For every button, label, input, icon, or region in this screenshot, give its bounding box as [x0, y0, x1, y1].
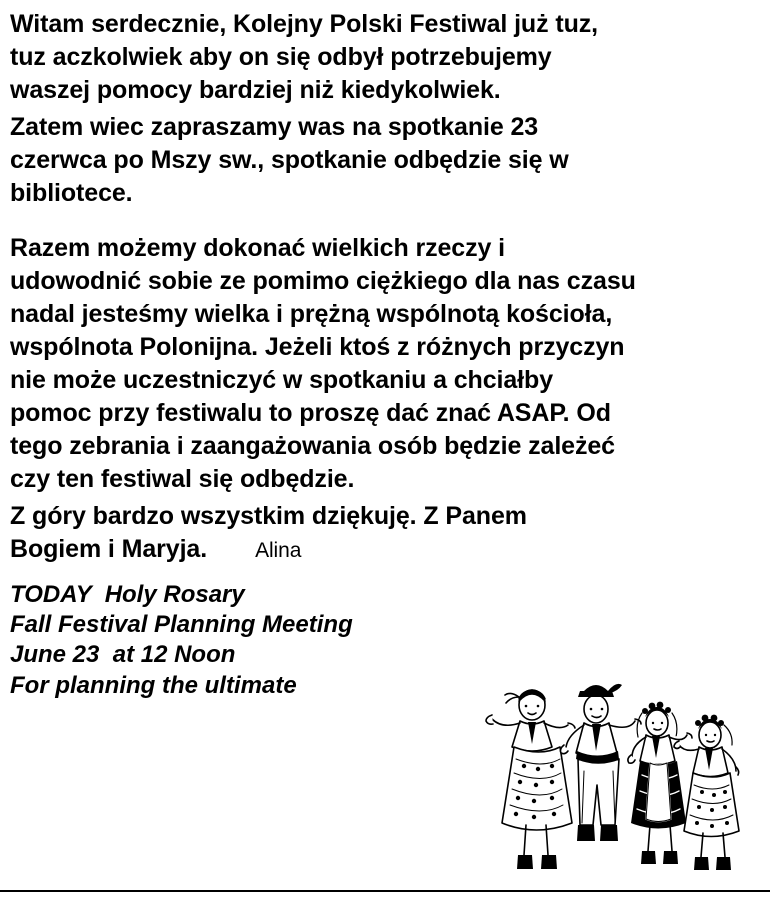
paragraph-line: udowodnić sobie ze pomimo ciężkiego dla nas czasu — [10, 267, 636, 295]
paragraph-line: czerwca po Mszy sw., spotkanie odbędzie się w — [10, 146, 569, 174]
bottom-divider — [0, 890, 770, 892]
paragraph-line: wspólnota Polonijna. Jeżeli ktoś z różnych przyczyn — [10, 333, 625, 361]
paragraph-appeal — [10, 232, 760, 496]
closing-line: Z góry bardzo wszystkim dziękuję. Z Panem — [10, 502, 527, 530]
polish-folk-dancers-illustration — [474, 675, 764, 890]
paragraph-line: bibliotece. — [10, 179, 133, 207]
notice-line: TODAY Holy Rosary — [10, 581, 245, 608]
paragraph-line: tego zebrania i zaangażowania osób będzie zależeć — [10, 432, 615, 460]
signature: Alina — [255, 539, 302, 562]
closing-line-with-signature — [10, 533, 760, 566]
event-notice — [10, 580, 480, 701]
paragraph-greeting — [10, 8, 760, 107]
notice-line: For planning the ultimate — [10, 671, 297, 699]
closing-line: Bogiem i Maryja. — [10, 535, 208, 563]
paragraph-line: czy ten festiwal się odbędzie. — [10, 465, 355, 493]
notice-line: June 23 at 12 Noon — [10, 641, 236, 669]
paragraph-line: Zatem wiec zapraszamy was na spotkanie 23 — [10, 113, 539, 141]
paragraph-line: waszej pomocy bardziej niż kiedykolwiek. — [10, 76, 501, 104]
paragraph-line: Razem możemy dokonać wielkich rzeczy i — [10, 234, 506, 262]
notice-line: Fall Festival Planning Meeting — [10, 611, 353, 639]
paragraph-spacer — [10, 214, 760, 232]
closing-block — [10, 500, 760, 566]
paragraph-line: nie może uczestniczyć w spotkaniu a chciałby — [10, 366, 554, 394]
paragraph-invitation — [10, 111, 760, 210]
paragraph-line: tuz aczkolwiek aby on się odbył potrzebujemy — [10, 43, 552, 71]
paragraph-line: Witam serdecznie, Kolejny Polski Festiwal już tuz, — [10, 10, 598, 38]
paragraph-line: pomoc przy festiwalu to proszę dać znać ASAP. Od — [10, 399, 611, 427]
paragraph-line: nadal jesteśmy wielka i prężną wspólnotą kościoła, — [10, 300, 613, 328]
